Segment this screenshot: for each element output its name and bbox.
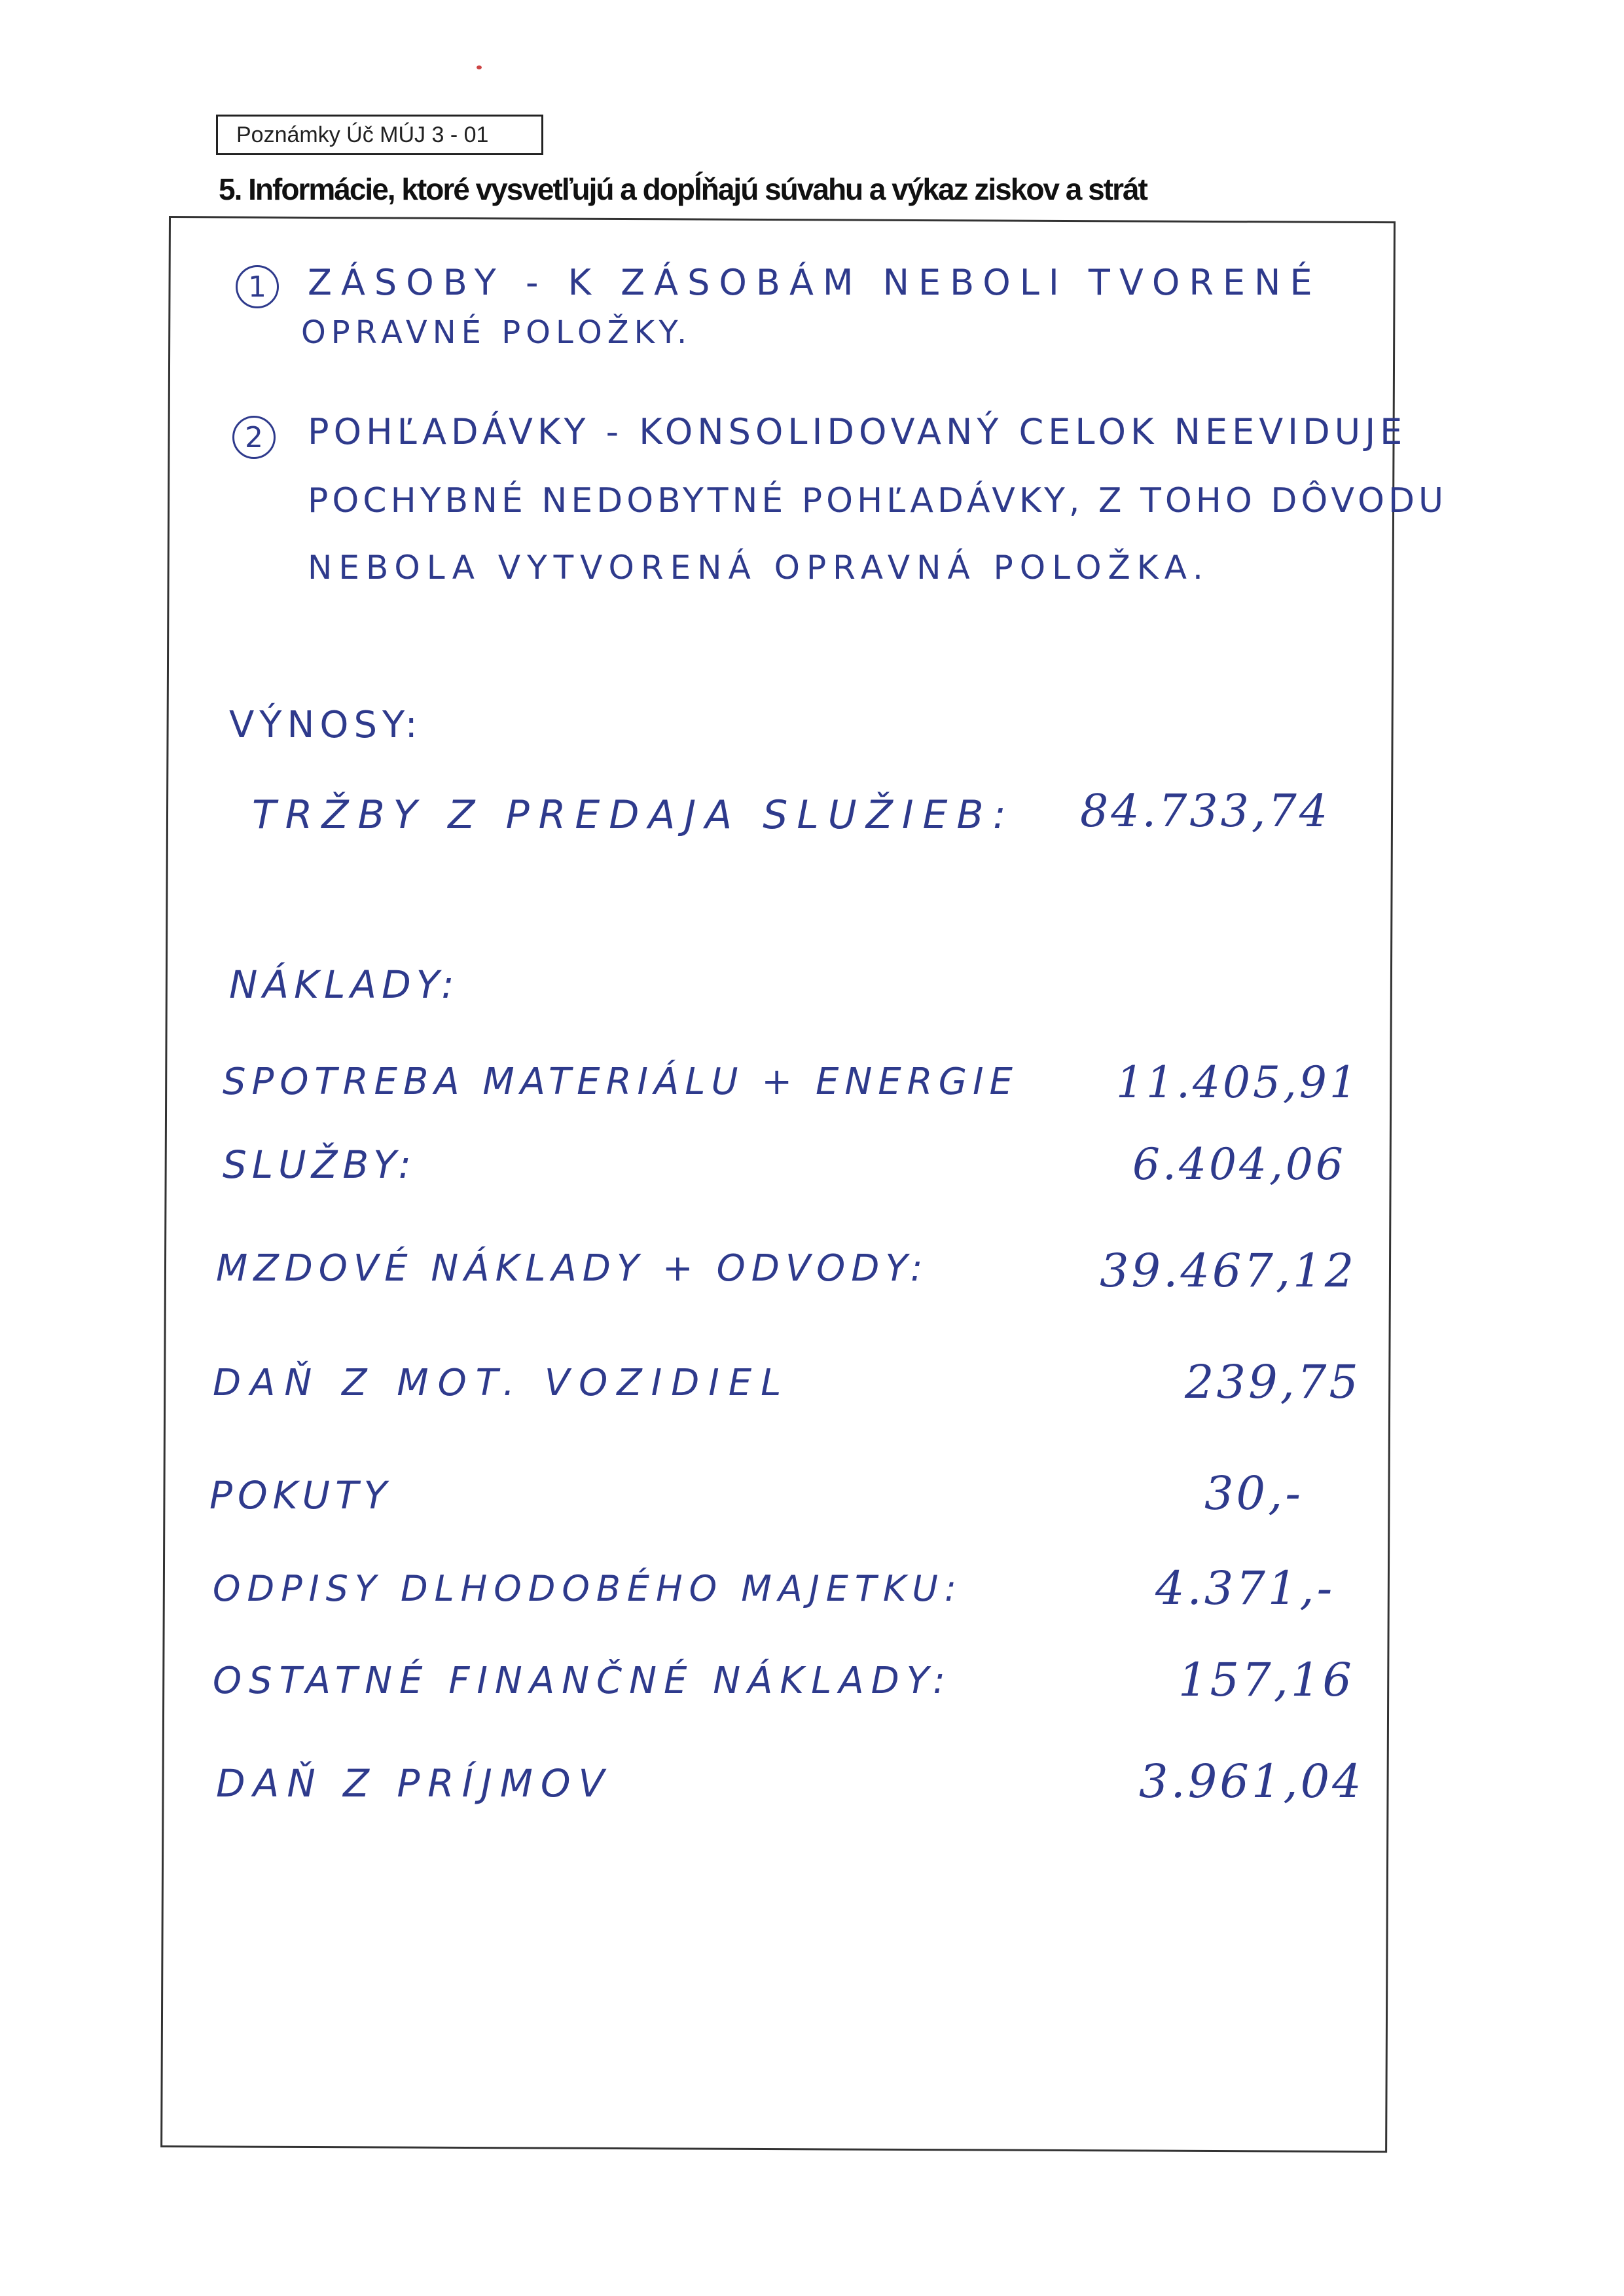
cost-item-value: 4.371,- [1155,1561,1335,1615]
note-2-line-3: NEBOLA VYTVORENÁ OPRAVNÁ POLOŽKA. [308,549,1210,587]
revenues-heading: VÝNOSY: [229,704,423,746]
cost-item-value: 11.405,91 [1116,1057,1360,1108]
note-2-line-1: POHĽADÁVKY - KONSOLIDOVANÝ CELOK NEEVIDUJE [308,411,1407,452]
cost-item-label: SPOTREBA MATERIÁLU + ENERGIE [223,1061,1019,1103]
cost-item-label: ODPISY DLHODOBÉHO MAJETKU: [213,1568,964,1609]
note-2-line-2: POCHYBNÉ NEDOBYTNÉ POHĽADÁVKY, Z TOHO DÔVODU [308,481,1448,520]
costs-heading: NÁKLADY: [229,962,460,1007]
revenues-item-label: TRŽBY Z PREDAJA SLUŽIEB: [252,792,1015,838]
note-1-line-2: OPRAVNÉ POLOŽKY. [301,314,693,351]
cost-item-value: 6.404,06 [1132,1139,1346,1190]
section-title: 5. Informácie, ktoré vysvetľujú a dopĺňajú súvahu a výkaz ziskov a strát [219,172,1147,206]
form-label [216,115,543,155]
cost-item-value: 157,16 [1178,1653,1354,1707]
paper-speck [477,65,482,69]
cost-item-value: 3.961,04 [1139,1755,1364,1808]
cost-item-label: POKUTY [209,1473,392,1518]
cost-item-label: MZDOVÉ NÁKLADY + ODVODY: [216,1247,929,1290]
note-2-number: 2 [232,416,276,459]
note-1-number: 1 [236,265,279,308]
revenues-item-value: 84.733,74 [1080,786,1331,837]
cost-item-value: 239,75 [1185,1355,1361,1409]
cost-item-label: OSTATNÉ FINANČNÉ NÁKLADY: [213,1660,952,1702]
cost-item-value: 39.467,12 [1100,1244,1357,1298]
cost-item-label: DAŇ Z PRÍJMOV [216,1761,613,1806]
note-1-line-1: ZÁSOBY - K ZÁSOBÁM NEBOLI TVORENÉ [308,262,1322,303]
cost-item-label: DAŇ Z MOT. VOZIDIEL [213,1362,791,1404]
cost-item-label: SLUŽBY: [223,1142,417,1187]
cost-item-value: 30,- [1204,1467,1303,1520]
form-label-text: Poznámky Úč MÚJ 3 - 01 [236,122,489,147]
